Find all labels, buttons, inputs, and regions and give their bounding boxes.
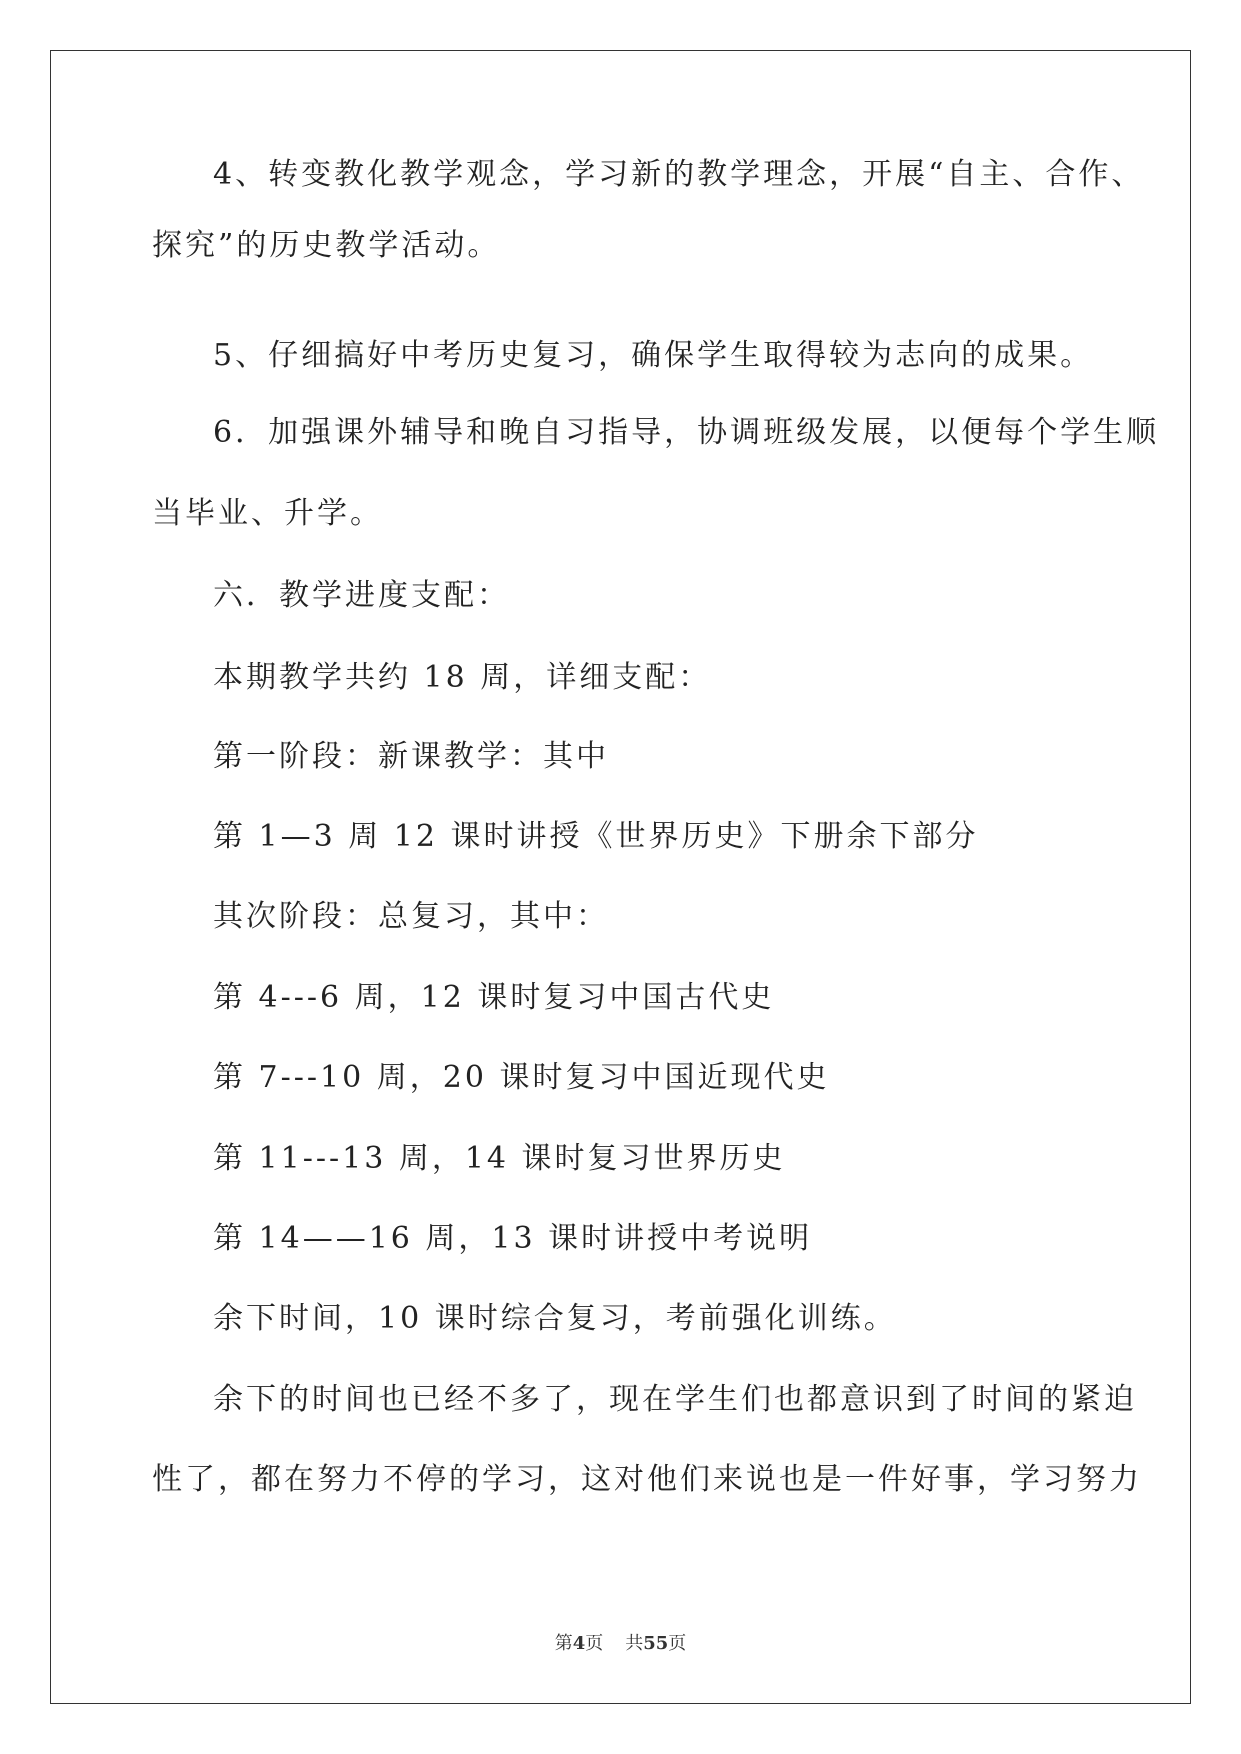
- page-footer: [0, 1632, 1241, 1656]
- paragraph-line: 性了，都在努力不停的学习，这对他们来说也是一件好事，学习努力: [152, 1462, 1142, 1497]
- paragraph-line: 第一阶段：新课教学：其中: [213, 739, 609, 774]
- paragraph-line: 余下的时间也已经不多了，现在学生们也都意识到了时间的紧迫: [213, 1382, 1137, 1417]
- paragraph-line: 余下时间，10 课时综合复习，考前强化训练。: [213, 1301, 897, 1336]
- footer-page-prefix: 第: [554, 1633, 573, 1654]
- paragraph-line: 4、转变教化教学观念，学习新的教学理念，开展“自主、合作、: [213, 157, 1145, 192]
- footer-page-number: 4: [572, 1633, 586, 1654]
- section-heading: 六．教学进度支配：: [213, 578, 510, 613]
- paragraph-line: 当毕业、升学。: [152, 496, 383, 531]
- paragraph-line: 本期教学共约 18 周，详细支配：: [213, 660, 712, 695]
- page-frame: [50, 50, 1191, 1704]
- paragraph-line: 第 4---6 周，12 课时复习中国古代史: [213, 980, 775, 1015]
- paragraph-line: 第 7---10 周，20 课时复习中国近现代史: [213, 1060, 830, 1095]
- footer-total-suffix: 页: [668, 1633, 687, 1654]
- footer-total-number: 55: [643, 1633, 669, 1654]
- paragraph-line: 5、仔细搞好中考历史复习，确保学生取得较为志向的成果。: [213, 338, 1094, 373]
- paragraph-line: 探究”的历史教学活动。: [152, 228, 501, 263]
- paragraph-line: 第 14——16 周，13 课时讲授中考说明: [213, 1221, 813, 1256]
- footer-total-prefix: 共: [625, 1633, 644, 1654]
- paragraph-line: 第 11---13 周，14 课时复习世界历史: [213, 1141, 786, 1176]
- paragraph-line: 其次阶段：总复习，其中：: [213, 899, 609, 934]
- footer-page-suffix: 页: [585, 1633, 604, 1654]
- paragraph-line: 第 1—3 周 12 课时讲授《世界历史》下册余下部分: [213, 819, 979, 854]
- paragraph-line: 6．加强课外辅导和晚自习指导，协调班级发展，以便每个学生顺: [213, 415, 1160, 450]
